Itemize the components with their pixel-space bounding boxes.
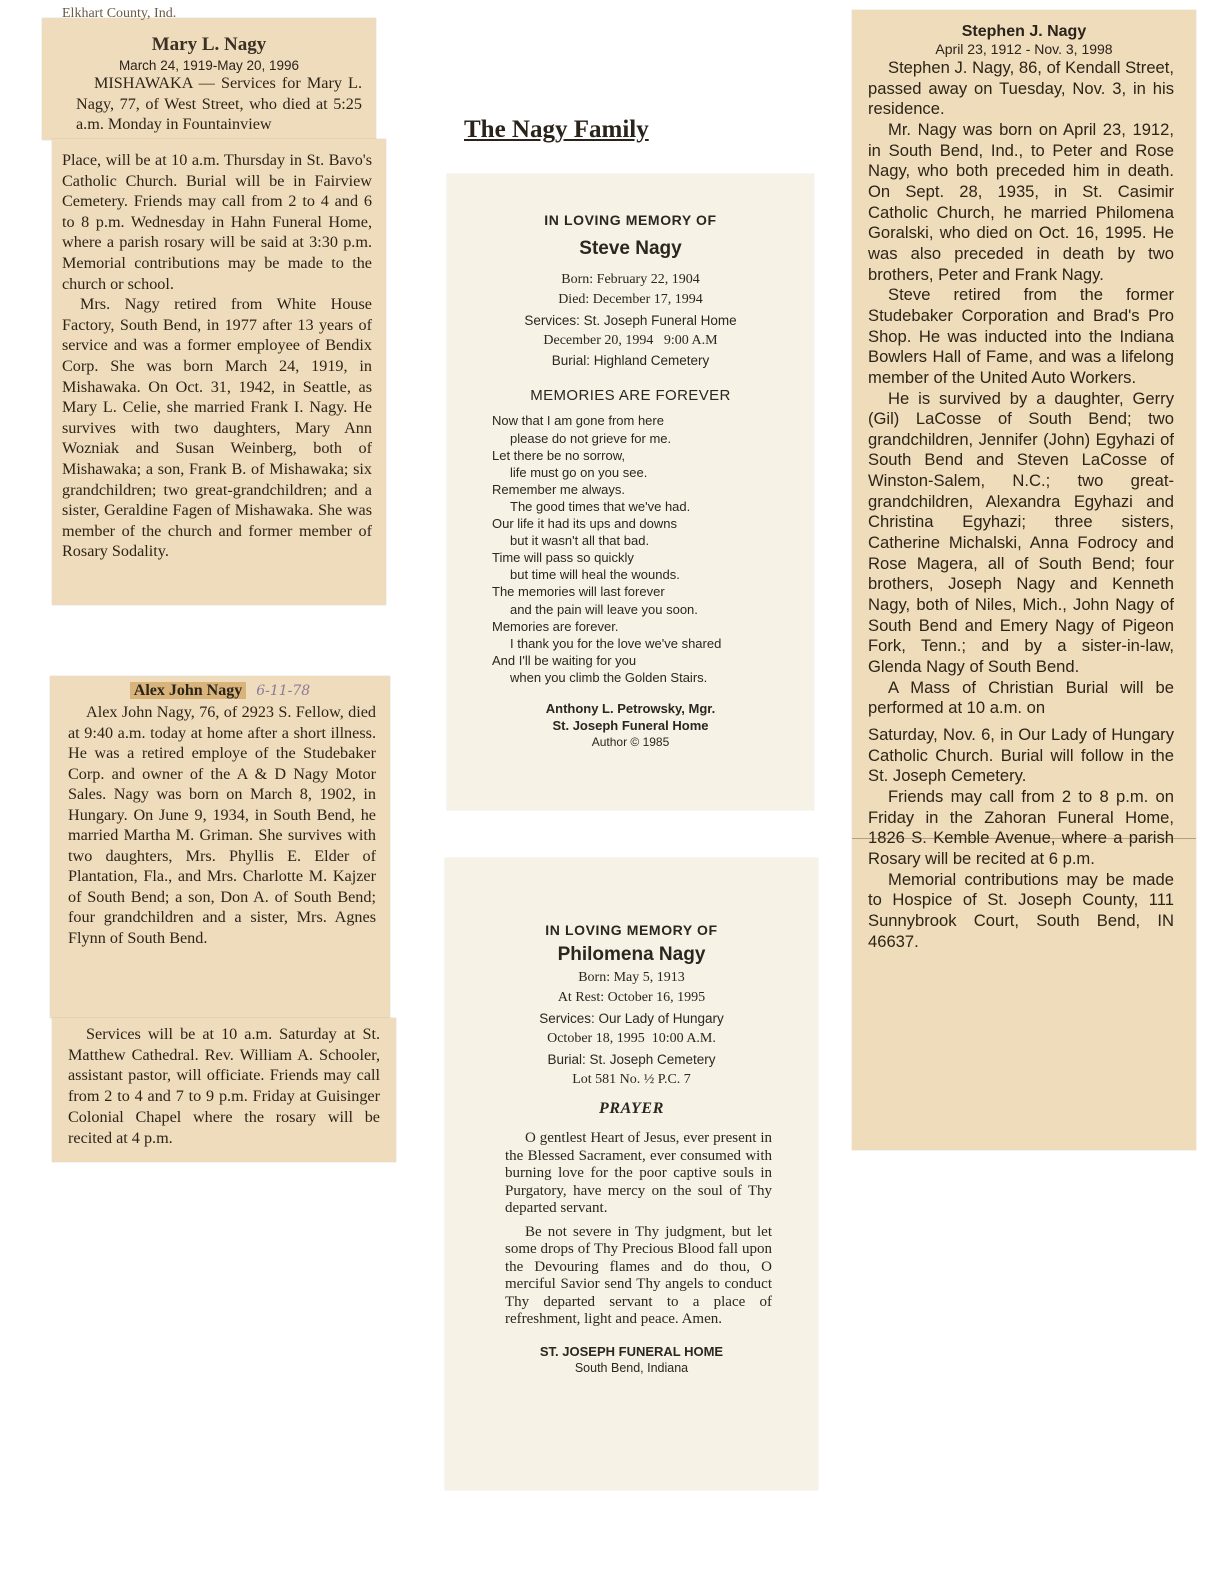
stephen-paragraph-5b: Saturday, Nov. 6, in Our Lady of Hungary Catholic Church. Burial will follow in the St. Joseph Cemetery. bbox=[868, 725, 1174, 786]
steve-card-author-line: Author © 1985 bbox=[591, 734, 670, 749]
steve-card-name: Steve Nagy bbox=[579, 238, 682, 259]
mary-nagy-obituary-body bbox=[52, 139, 386, 605]
stephen-dates: April 23, 1912 - Nov. 3, 1998 bbox=[935, 41, 1113, 57]
poem-line: Remember me always. bbox=[492, 481, 625, 497]
philomena-card-name: Philomena Nagy bbox=[557, 944, 706, 965]
mary-paragraph-1: MISHAWAKA — Services for Mary L. Nagy, 77, of West Street, who died at 5:25 a.m. Monday in Fountainview bbox=[76, 74, 362, 134]
philomena-prayer-paragraph-1: O gentlest Heart of Jesus, ever present in the Blessed Sacrament, ever consumed with burning love for the poor captive souls in Purgatory, have mercy on the soul of Thy departed servant. bbox=[505, 1130, 772, 1217]
alex-handwritten-date: 6-11-78 bbox=[256, 683, 311, 699]
steve-nagy-memorial-card bbox=[447, 174, 814, 810]
stephen-paragraph-5a: A Mass of Christian Burial will be performed at 10 a.m. on bbox=[868, 677, 1174, 718]
philomena-prayer-paragraph-2: Be not severe in Thy judgment, but let some drops of Thy Precious Blood fall upon the Devouring flames and do thou, O merciful Savior send Thy angels to conduct Thy departed servant to a place of refreshment, light and peace. Amen. bbox=[505, 1223, 772, 1328]
poem-line: The memories will last forever bbox=[492, 584, 665, 600]
poem-line: I thank you for the love we've shared bbox=[510, 635, 722, 651]
steve-card-born: Born: February 22, 1904 bbox=[561, 272, 700, 287]
philomena-card-footer-org: ST. JOSEPH FUNERAL HOME bbox=[539, 1343, 724, 1359]
poem-line: but it wasn't all that bad. bbox=[510, 533, 650, 549]
poem-line: please do not grieve for me. bbox=[510, 430, 672, 446]
poem-line: Now that I am gone from here bbox=[492, 413, 664, 429]
poem-line: Time will pass so quickly bbox=[492, 550, 634, 566]
steve-card-poem bbox=[447, 412, 814, 686]
mary-nagy-obituary-top bbox=[42, 6, 376, 140]
mary-name-headline: Mary L. Nagy bbox=[151, 34, 267, 55]
poem-line: and the pain will leave you soon. bbox=[510, 601, 698, 617]
philomena-card-rest: At Rest: October 16, 1995 bbox=[557, 990, 706, 1006]
philomena-card-header: IN LOVING MEMORY OF bbox=[545, 922, 718, 938]
poem-line: life must go on you see. bbox=[510, 464, 648, 480]
stephen-paragraph-1: Stephen J. Nagy, 86, of Kendall Street, passed away on Tuesday, Nov. 3, in his residence. bbox=[868, 58, 1174, 119]
stephen-clipping-seam bbox=[852, 838, 1196, 839]
steve-card-died: Died: December 17, 1994 bbox=[558, 292, 703, 308]
steve-card-header: IN LOVING MEMORY OF bbox=[544, 212, 717, 228]
steve-card-services: Services: St. Joseph Funeral Home bbox=[524, 312, 737, 328]
stephen-paragraph-2: Mr. Nagy was born on April 23, 1912, in South Bend, Ind., to Peter and Rose Nagy, who both preceded him in death. On Sept. 28, 1935, in St. Casimir Catholic Church, he married Philomena Goralski, who died on Oct. 16, 1995. He was also preceded in death by two brothers, Peter and Frank Nagy. bbox=[868, 119, 1174, 284]
philomena-nagy-memorial-card bbox=[445, 858, 818, 1490]
philomena-card-services: Services: Our Lady of Hungary bbox=[539, 1010, 724, 1026]
alex-paragraph-1: Alex John Nagy, 76, of 2923 S. Fellow, died at 9:40 a.m. today at home after a short illness. He was a retired employe of the Studebaker Corp. and owner of the A & D Nagy Motor Sales. Nagy was born on March 8, 1902, in Hungary. On June 9, 1934, in South Bend, he married Martha M. Griman. She survives with two daughters, Mrs. Phyllis E. Elder of Plantation, Fla., and Mrs. Charlotte M. Kajzer of South Bend; a son, Don A. of South Bend; four grandchildren and a sister, Mrs. Agnes Flynn of South Bend. bbox=[68, 703, 376, 947]
mary-top-fragment: Elkhart County, Ind. bbox=[62, 6, 177, 21]
stephen-paragraph-7: Memorial contributions may be made to Hospice of St. Joseph County, 111 Sunnybrook Court, South Bend, IN 46637. bbox=[868, 869, 1174, 951]
stephen-name-headline: Stephen J. Nagy bbox=[961, 23, 1087, 40]
steve-card-author-name: Anthony L. Petrowsky, Mgr. bbox=[545, 700, 716, 716]
poem-line: Our life it had its ups and downs bbox=[492, 516, 677, 532]
philomena-card-service-date: October 18, 1995 10:00 A.M. bbox=[547, 1031, 716, 1047]
mary-paragraph-2: Place, will be at 10 a.m. Thursday in St. Bavo's Catholic Church. Burial will be in Fairview Cemetery. Friends may call from 2 to 4 and 6 to 8 p.m. Wednesday in Hahn Funeral Home, where a parish rosary will be said at 3:30 p.m. Memorial contributions may be made to the church or school. bbox=[62, 151, 372, 293]
philomena-card-born: Born: May 5, 1913 bbox=[578, 970, 685, 985]
philomena-card-lot: Lot 581 No. ½ P.C. 7 bbox=[572, 1072, 691, 1088]
page-title: The Nagy Family bbox=[464, 116, 649, 143]
stephen-paragraph-4: He is survived by a daughter, Gerry (Gil) LaCosse of South Bend; two grandchildren, Jennifer (John) Egyhazi of South Bend and Steven LaCosse of Winston-Salem, N.C.; two great-grandchildren, Alexandra Egyhazi and Christina Egyhazi; three sisters, Catherine Michalski, Anna Fodrocy and Rose Magera, all of South Bend; four brothers, Joseph Nagy and Kenneth Nagy, both of Niles, Mich., John Nagy of South Bend and Emery Nagy of Pigeon Fork, Tenn.; and by a sister-in-law, Glenda Nagy of South Bend. bbox=[868, 388, 1174, 677]
philomena-card-burial: Burial: St. Joseph Cemetery bbox=[547, 1051, 716, 1067]
poem-line: And I'll be waiting for you bbox=[492, 652, 637, 668]
poem-line: Let there be no sorrow, bbox=[492, 447, 625, 463]
steve-card-service-date: December 20, 1994 9:00 A.M bbox=[543, 332, 718, 348]
philomena-card-footer-city: South Bend, Indiana bbox=[574, 1360, 689, 1375]
alex-paragraph-2: Services will be at 10 a.m. Saturday at St. Matthew Cathedral. Rev. William A. Schooler, assistant pastor, will officiate. Friends may call from 2 to 4 and 7 to 9 p.m. Friday at Guisinger Colonial Chapel where the rosary will be recited at 4 p.m. bbox=[68, 1025, 380, 1147]
alex-name-headline: Alex John Nagy bbox=[130, 682, 246, 699]
steve-card-author-org: St. Joseph Funeral Home bbox=[552, 717, 709, 733]
mary-dates: March 24, 1919-May 20, 1996 bbox=[118, 58, 300, 73]
poem-line: Memories are forever. bbox=[492, 618, 619, 634]
stephen-paragraph-6: Friends may call from 2 to 8 p.m. on Friday in the Zahoran Funeral Home, 1826 S. Kemble Avenue, where a parish Rosary will be recited at 6 p.m. bbox=[868, 786, 1174, 868]
stephen-paragraph-3: Steve retired from the former Studebaker Corporation and Brad's Pro Shop. He was inducted into the Indiana Bowlers Hall of Fame, and was a lifelong member of the United Auto Workers. bbox=[868, 285, 1174, 387]
steve-card-burial: Burial: Highland Cemetery bbox=[551, 353, 710, 369]
poem-line: but time will heal the wounds. bbox=[510, 567, 680, 583]
philomena-card-prayer-title: PRAYER bbox=[599, 1100, 664, 1118]
stephen-nagy-obituary bbox=[852, 10, 1196, 1150]
alex-nagy-services bbox=[52, 1018, 396, 1162]
steve-card-poem-title: MEMORIES ARE FOREVER bbox=[530, 387, 731, 405]
mary-paragraph-3: Mrs. Nagy retired from White House Factory, South Bend, in 1977 after 13 years of service and was a former employee of Bendix Corp. She was born March 24, 1919, in Mishawaka. On Oct. 31, 1942, in Seattle, as Mary L. Celie, she married Frank I. Nagy. He survives with two daughters, Mary Ann Wozniak and Susan Weinberg, both of Mishawaka; a son, Frank B. of Mishawaka; six grandchildren; two great-grandchildren; and a sister, Geraldine Fagen of Mishawaka. She was member of the church and former member of Rosary Sodality. bbox=[62, 295, 372, 561]
alex-nagy-obituary bbox=[50, 676, 390, 1018]
poem-line: when you climb the Golden Stairs. bbox=[510, 669, 708, 685]
poem-line: The good times that we've had. bbox=[510, 498, 691, 514]
